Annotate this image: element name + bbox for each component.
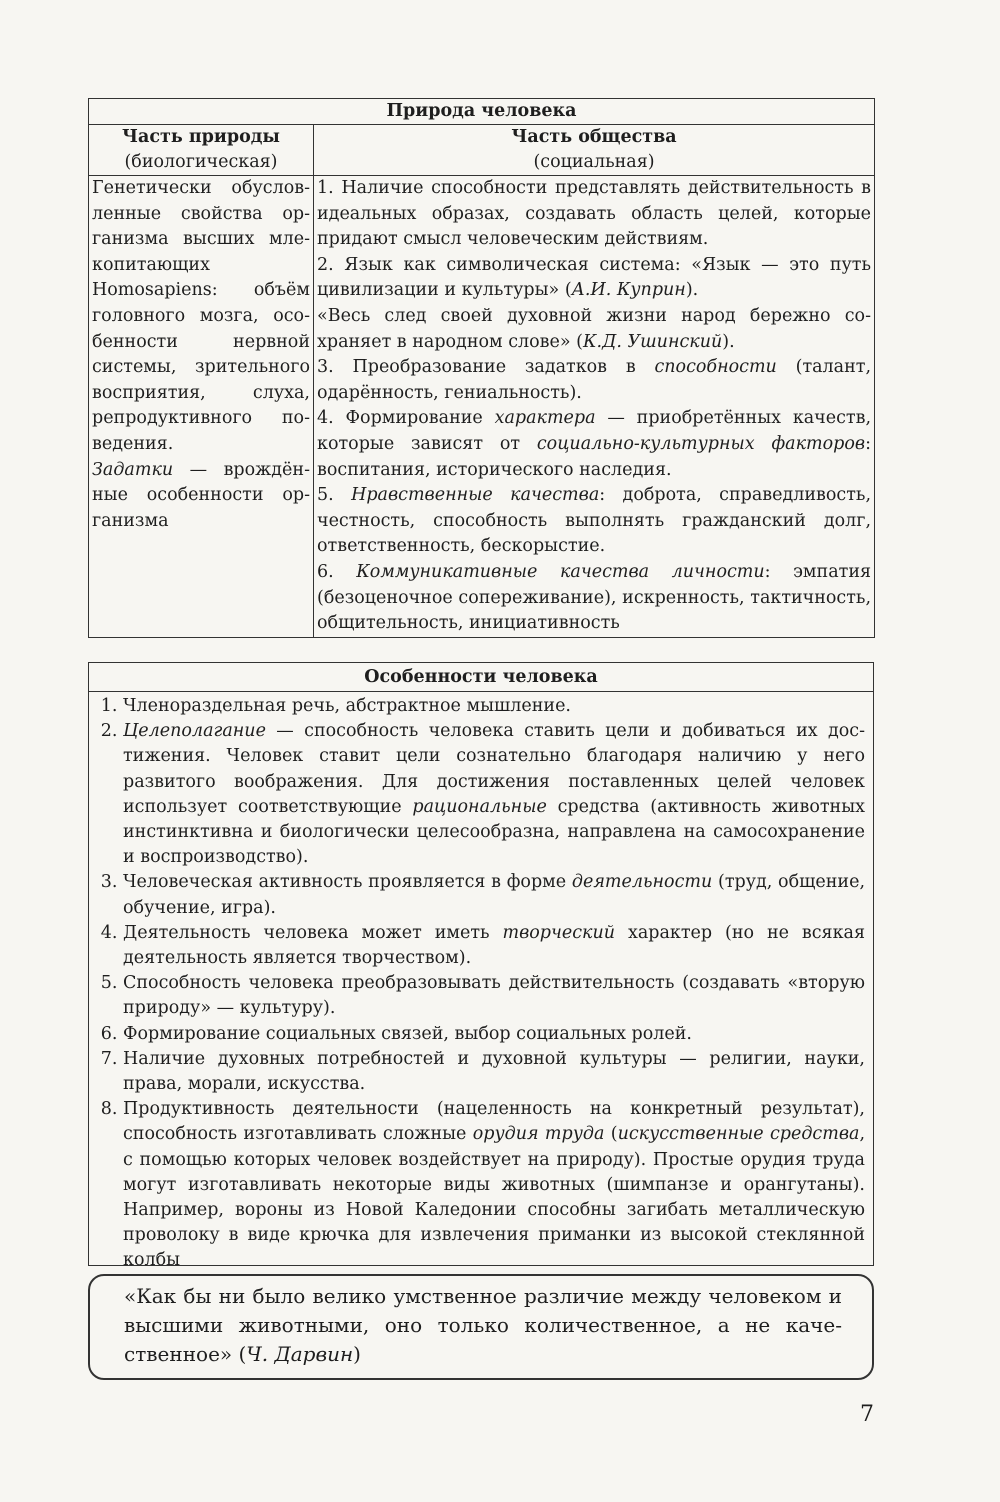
list-item: 1. Членораздельная речь, абстрактное мышление. (123, 694, 865, 719)
list-item: 3. Человеческая активность проявляется в форме деятельности (труд, общение, обучение, игра). (123, 870, 865, 920)
society-column-text (314, 176, 875, 638)
darwin-quote: «Как бы ни было велико умственное различие между человеком и высшими животными, оно только количественное, а не качественное» (Ч. Дарвин) (88, 1274, 874, 1380)
nature-column-text: Генетически обусловленные свойства организма высших млекопитающих Homosapiens: объём головного мозга, особенности нервной системы, зрительного восприятия, слуха, репродуктивного поведения. Задатки — врождённые особенности организма (89, 176, 314, 638)
term: Задатки (92, 459, 174, 480)
society-point-3: 3. Преобразование задатков в способности (талант, одарённость, гениальность). (317, 357, 872, 403)
list-item: 6. Формирование социальных связей, выбор социальных ролей. (123, 1022, 865, 1047)
society-point-2: 2. Язык как символическая система: «Язык — это путь цивилизации и культуры» (А.И. Куприн). (317, 254, 872, 301)
list-item: 7. Наличие духовных потребностей и духовной культуры — религии, науки, права, морали, искусства. (123, 1047, 865, 1097)
features-list (89, 694, 873, 1274)
nature-column-header (89, 125, 314, 176)
features-title: Особенности человека (89, 663, 873, 692)
society-column-subtitle: (социальная) (533, 152, 655, 172)
nature-table (88, 98, 875, 638)
list-item: 4. Деятельность человека может иметь творческий характер (но не всякая деятельность является творчеством). (123, 921, 865, 971)
nature-table-title: Природа человека (89, 99, 875, 125)
society-point-1: 1. Наличие способности представлять действительность в идеальных образах, создавать область целей, которые придают смысл человеческим действиям. (317, 178, 872, 250)
quote-author: Ч. Дарвин (246, 1342, 354, 1366)
page-number: 7 (860, 1402, 874, 1427)
society-point-6: 6. Коммуникативные качества личности: эмпатия (безоценочное сопереживание), искренность, тактичность, общительность, инициативность (317, 561, 872, 634)
features-box (88, 662, 874, 1271)
society-quote-ushinsky: «Весь след своей духовной жизни народ бережно сохраняет в народном слове» (К.Д. Ушинский). (317, 305, 872, 352)
society-column-title: Часть общества (511, 127, 677, 147)
nature-column-title: Часть природы (122, 127, 280, 147)
list-item: 5. Способность человека преобразовывать действительность (создавать «вторую природу» — культуру). (123, 971, 865, 1021)
nature-column-subtitle: (биологическая) (124, 152, 278, 172)
society-point-5: 5. Нравственные качества: доброта, справедливость, честность, способность выполнять гражданский долг, ответственность, бескорыстие. (317, 485, 872, 557)
society-point-4: 4. Формирование характера — приобретённых качеств, которые зависят от социально-культурных факторов: воспитания, исторического наследия. (317, 408, 872, 480)
list-item: 8. Продуктивность деятельности (нацеленность на конкретный результат), способность изготавливать сложные орудия труда (искусственные средства, с помощью которых человек воздействует на природу). Простые орудия труда могут изготавливать некоторые виды животных (шимпанзе и орангутаны). Например, вороны из Новой Каледонии способны загибать металлическую проволоку в виде крючка для извлечения приманки из высокой стеклянной колбы (123, 1097, 865, 1273)
list-item: 2. Целеполагание — способность человека ставить цели и добиваться их достижения. Человек ставит цели сознательно благодаря наличию у него развитого воображения. Для достижения поставленных целей человек использует соответствующие рациональные средства (активность животных инстинктивна и биологически целесообразна, направлена на самосохранение и воспроизводство). (123, 719, 865, 870)
society-column-header (314, 125, 875, 176)
